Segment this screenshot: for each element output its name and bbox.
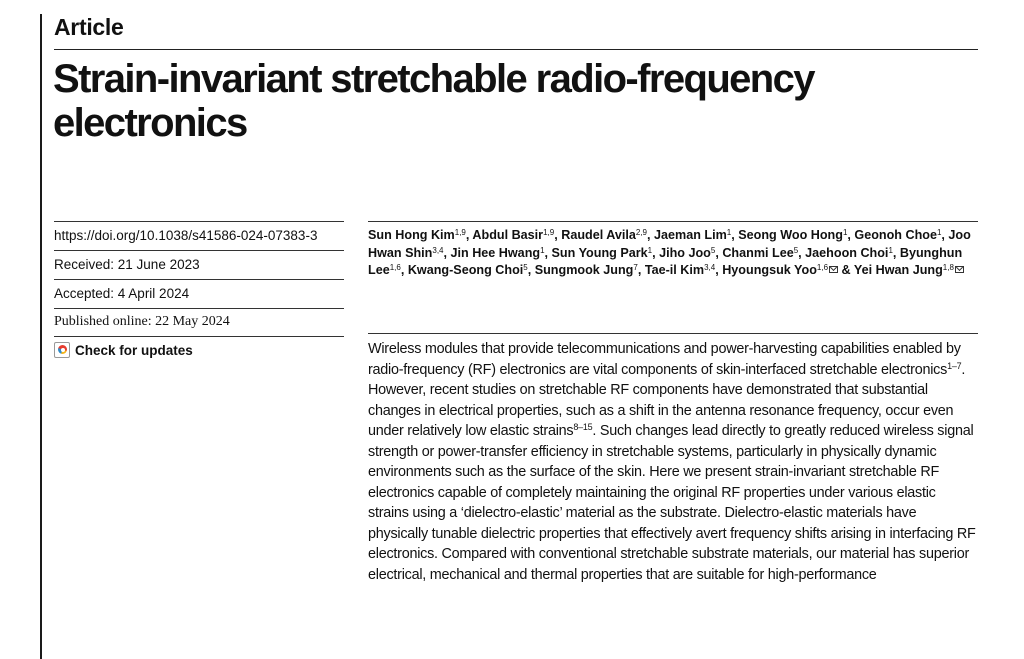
section-label: Article (54, 14, 124, 40)
author-separator: & (838, 263, 854, 277)
author-separator: , (465, 228, 473, 242)
author-name: Jaeman Lim (654, 228, 727, 242)
citation-ref[interactable]: 1–7 (947, 360, 962, 371)
author-name: Geonoh Choe (854, 228, 937, 242)
meta-divider (54, 250, 344, 251)
author[interactable] (805, 246, 893, 260)
author-affiliation: 3,4 (432, 245, 444, 255)
article-title: Strain-invariant stretchable radio-frequency electronics (53, 57, 814, 145)
abstract-text: Wireless modules that provide telecommunications and power-harvesting capabilities enabled by radio-frequency (RF) electronics are vital components of skin-interfaced stretchable electronics (368, 341, 961, 378)
author-list (368, 227, 978, 280)
author[interactable] (654, 228, 731, 242)
author-affiliation: 1,6 (816, 263, 829, 272)
author-affiliation: 1,9 (543, 228, 555, 237)
author[interactable] (552, 246, 653, 260)
author-affiliation: 1,9 (454, 228, 466, 237)
author-affiliation: 2,9 (635, 228, 647, 237)
author-affiliation: 5 (710, 245, 716, 255)
author-name: Tae-il Kim (644, 263, 705, 277)
author-affiliation: 1,6 (389, 263, 401, 272)
author-affiliation: 1 (540, 245, 545, 255)
abstract-text: . However, recent studies on stretchable RF components have demonstrated that substantial changes in electrical properties, such as a shift in the antenna resonance frequency, occur even under relatively low elastic strains (368, 361, 966, 439)
author-separator: , (892, 245, 900, 260)
author-separator: , (527, 263, 535, 277)
author-separator: , (847, 228, 855, 242)
meta-divider (54, 308, 344, 309)
envelope-icon[interactable] (955, 266, 964, 273)
author-separator: , (647, 228, 654, 242)
author-affiliation: 1 (936, 228, 942, 237)
author-separator: , (731, 228, 739, 242)
author-separator: , (400, 263, 408, 277)
author-name: Chanmi Lee (722, 245, 794, 260)
abstract (368, 339, 978, 585)
author-affiliation: 1 (647, 245, 653, 255)
author[interactable] (854, 263, 964, 277)
author-affiliation: 7 (633, 263, 638, 272)
author[interactable] (854, 228, 941, 242)
author[interactable] (659, 246, 715, 260)
authors-divider (368, 221, 978, 222)
author-name: Kwang-Seong Choi (407, 263, 524, 277)
author[interactable] (645, 263, 715, 277)
received-date: Received: 21 June 2023 (54, 257, 200, 272)
envelope-icon[interactable] (829, 266, 838, 273)
author-separator: , (544, 245, 552, 260)
author-affiliation: 5 (523, 263, 528, 272)
doi-link[interactable]: https://doi.org/10.1038/s41586-024-07383-3 (54, 228, 318, 243)
author-separator: , (554, 228, 562, 242)
author-separator: , (443, 245, 451, 260)
meta-divider-bottom (54, 336, 344, 337)
author-name: Sun Hong Kim (368, 228, 455, 242)
author[interactable] (722, 246, 798, 260)
author-name: Abdul Basir (472, 228, 544, 242)
meta-divider-top (54, 221, 344, 222)
author-affiliation: 1,8 (942, 263, 954, 272)
author[interactable] (451, 246, 545, 260)
author-affiliation: 1 (842, 228, 848, 237)
check-updates-label: Check for updates (75, 342, 193, 358)
left-margin-rule (40, 14, 42, 659)
author-affiliation: 1 (888, 245, 893, 255)
author-name: Sun Young Park (551, 245, 648, 260)
accepted-date: Accepted: 4 April 2024 (54, 286, 190, 301)
published-date: Published online: 22 May 2024 (54, 314, 230, 329)
author-separator: , (715, 263, 723, 277)
author-name: Jaehoon Choi (805, 245, 889, 260)
author-separator: , (715, 245, 723, 260)
author[interactable] (408, 263, 528, 277)
author-name: Raudel Avila (561, 228, 636, 242)
author-name: Byunghun Lee (368, 245, 963, 277)
author-affiliation: 1 (726, 228, 732, 237)
author-separator: , (941, 228, 949, 242)
meta-divider (54, 279, 344, 280)
author-name: Jiho Joo (659, 245, 711, 260)
crossmark-icon (54, 342, 70, 358)
check-updates-button[interactable] (54, 342, 193, 358)
abstract-divider (368, 333, 978, 334)
author-name: Jin Hee Hwang (450, 245, 541, 260)
author-separator: , (637, 263, 645, 277)
abstract-text: . Such changes lead directly to greatly reduced wireless signal strength or power-transfer efficiency in stretchable systems, particularly in physically dynamic environments such as the surface of the skin. Here we present strain-invariant stretchable RF electronics capable of completely maintaining the original RF properties under various elastic strains using a ‘dielectro-elastic’ material as the substrate. Dielectro-elastic materials have physically tunable dielectric properties that effectively avert frequency shifts arising in interfacing RF electronics. Compared with conventional stretchable substrate materials, our material has superior electrical, mechanical and thermal properties that are suitable for high-performance (368, 423, 976, 583)
author-name: Joo Hwan Shin (368, 228, 971, 260)
author-affiliation: 5 (793, 245, 799, 255)
author-separator: , (652, 245, 660, 260)
author[interactable] (722, 263, 838, 277)
header-divider (54, 49, 978, 50)
author-separator: , (798, 245, 806, 260)
author-name: Sungmook Jung (534, 263, 634, 277)
author-name: Hyoungsuk Yoo (722, 263, 817, 277)
author-affiliation: 3,4 (704, 263, 716, 272)
author[interactable] (368, 228, 466, 242)
author[interactable] (738, 228, 847, 242)
author-name: Seong Woo Hong (738, 228, 843, 242)
author[interactable] (561, 228, 647, 242)
author[interactable] (472, 228, 554, 242)
author-name: Yei Hwan Jung (853, 263, 943, 277)
author[interactable] (535, 263, 638, 277)
citation-ref[interactable]: 8–15 (573, 422, 593, 432)
